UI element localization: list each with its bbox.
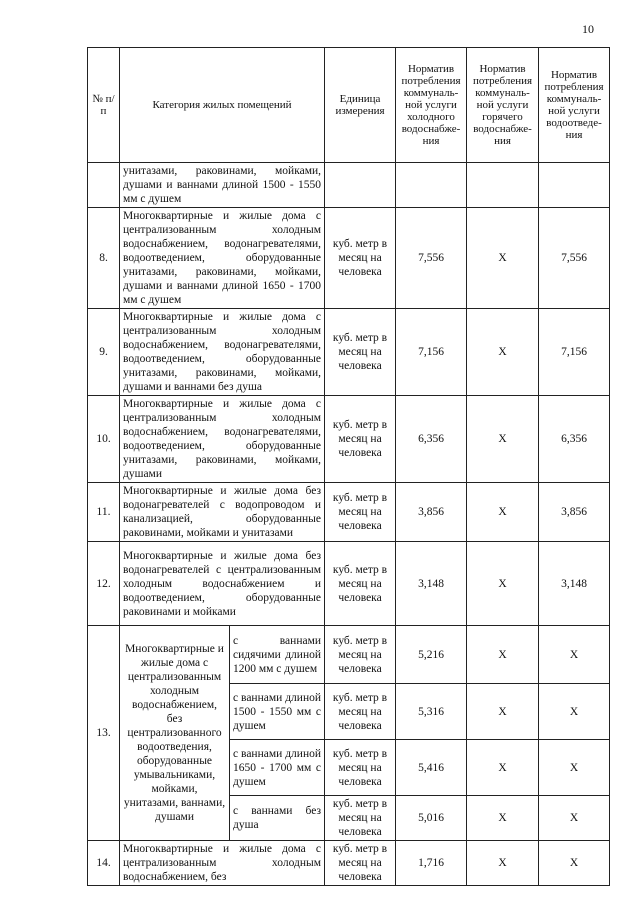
row-cold [396, 163, 467, 208]
row-drain: Х [539, 684, 610, 740]
table-row [88, 396, 610, 483]
header-unit: Единица измерения [325, 48, 396, 163]
row-hot: Х [467, 208, 539, 309]
row-drain: 7,156 [539, 309, 610, 396]
table-row [88, 626, 610, 684]
row-drain: 3,148 [539, 542, 610, 626]
table-row [88, 208, 610, 309]
header-category: Категория жилых помещений [120, 48, 325, 163]
row-num: 14. [88, 841, 120, 886]
row-category: Многоквартирные и жилые дома с централизованным холодным водоснабжением, без централизованного водоотведения, оборудованные умывальниками, мойками, унитазами, ваннами, душами [120, 626, 230, 841]
row-hot: Х [467, 483, 539, 542]
row-cold: 5,316 [396, 684, 467, 740]
row-unit: куб. метр в месяц на человека [325, 684, 396, 740]
row-hot [467, 163, 539, 208]
table-header-row [88, 48, 610, 163]
row-category: Многоквартирные и жилые дома без водонагревателей с водопроводом и канализацией, оборудованные раковинами, мойками и унитазами [120, 483, 325, 542]
row-cold: 5,416 [396, 740, 467, 796]
row-hot: Х [467, 309, 539, 396]
table-row [88, 163, 610, 208]
row-unit: куб. метр в месяц на человека [325, 796, 396, 841]
row-subcategory: с ваннами длиной 1500 - 1550 мм с душем [230, 684, 325, 740]
row-unit: куб. метр в месяц на человека [325, 841, 396, 886]
header-cold-water: Норматив потребления коммуналь- ной услуги холодного водоснабже- ния [396, 48, 467, 163]
row-hot: Х [467, 841, 539, 886]
row-num: 11. [88, 483, 120, 542]
table-row [88, 483, 610, 542]
row-hot: Х [467, 626, 539, 684]
row-cold: 6,356 [396, 396, 467, 483]
header-drainage: Норматив потребления коммуналь- ной услуги водоотведе- ния [539, 48, 610, 163]
page-number: 10 [582, 22, 594, 36]
table-row [88, 542, 610, 626]
row-drain: Х [539, 740, 610, 796]
row-category: унитазами, раковинами, мойками, душами и ваннами длиной 1500 - 1550 мм с душем [120, 163, 325, 208]
row-subcategory: с ваннами длиной 1650 - 1700 мм с душем [230, 740, 325, 796]
row-category: Многоквартирные и жилые дома с централизованным холодным водоснабжением, водонагревателями, водоотведением, оборудованные унитазами, раковинами, мойками, душами и ваннами длиной 1650 - 1700 мм с душем [120, 208, 325, 309]
norms-table [87, 47, 610, 886]
row-drain: 7,556 [539, 208, 610, 309]
row-num: 13. [88, 626, 120, 841]
row-unit: куб. метр в месяц на человека [325, 542, 396, 626]
row-category: Многоквартирные и жилые дома с централизованным холодным водоснабжением, водонагревателями, водоотведением, оборудованные унитазами, раковинами, мойками, душами и ваннами без душа [120, 309, 325, 396]
row-category: Многоквартирные и жилые дома с централизованным холодным водоснабжением, водонагревателями, водоотведением, оборудованные унитазами, раковинами, мойками, душами [120, 396, 325, 483]
row-cold: 7,556 [396, 208, 467, 309]
row-cold: 3,856 [396, 483, 467, 542]
table-row [88, 309, 610, 396]
row-hot: Х [467, 684, 539, 740]
row-num: 10. [88, 396, 120, 483]
row-unit: куб. метр в месяц на человека [325, 483, 396, 542]
row-category: Многоквартирные и жилые дома без водонагревателей с централизованным холодным водоснабжением и водоотведением, оборудованные раковинами и мойками [120, 542, 325, 626]
row-drain: 3,856 [539, 483, 610, 542]
row-drain [539, 163, 610, 208]
table-row [88, 841, 610, 886]
row-drain: Х [539, 796, 610, 841]
row-unit: куб. метр в месяц на человека [325, 208, 396, 309]
row-cold: 5,016 [396, 796, 467, 841]
row-cold: 5,216 [396, 626, 467, 684]
row-num: 8. [88, 208, 120, 309]
header-hot-water: Норматив потребления коммуналь- ной услуги горячего водоснабже- ния [467, 48, 539, 163]
row-subcategory: с ваннами сидячими длиной 1200 мм с душем [230, 626, 325, 684]
row-unit: куб. метр в месяц на человека [325, 626, 396, 684]
row-drain: 6,356 [539, 396, 610, 483]
row-unit: куб. метр в месяц на человека [325, 740, 396, 796]
row-drain: Х [539, 626, 610, 684]
row-hot: Х [467, 396, 539, 483]
row-hot: Х [467, 740, 539, 796]
row-cold: 3,148 [396, 542, 467, 626]
row-hot: Х [467, 796, 539, 841]
header-num: № п/п [88, 48, 120, 163]
row-unit [325, 163, 396, 208]
row-num: 9. [88, 309, 120, 396]
row-unit: куб. метр в месяц на человека [325, 309, 396, 396]
row-num: 12. [88, 542, 120, 626]
row-hot: Х [467, 542, 539, 626]
row-category: Многоквартирные и жилые дома с централизованным холодным водоснабжением, без [120, 841, 325, 886]
row-subcategory: с ваннами без душа [230, 796, 325, 841]
row-num [88, 163, 120, 208]
row-drain: Х [539, 841, 610, 886]
row-cold: 7,156 [396, 309, 467, 396]
row-cold: 1,716 [396, 841, 467, 886]
row-unit: куб. метр в месяц на человека [325, 396, 396, 483]
